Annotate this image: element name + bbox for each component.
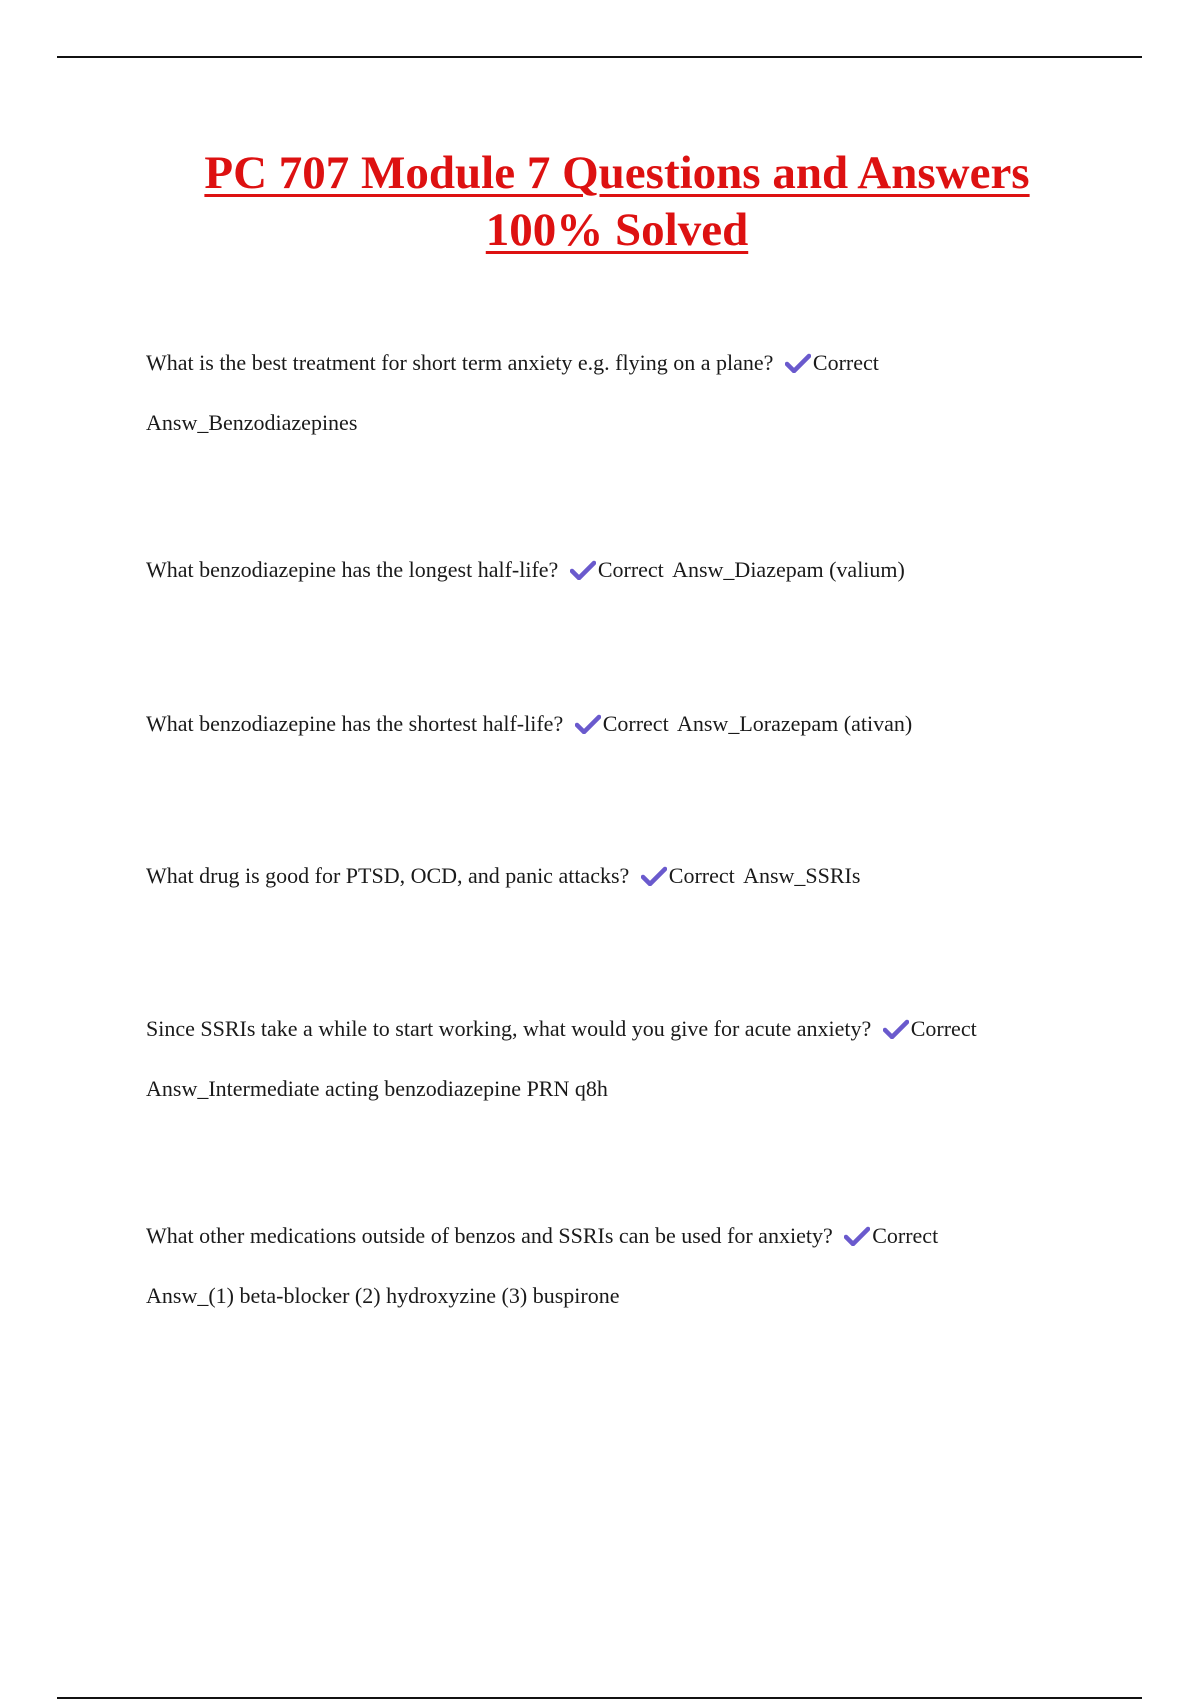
checkmark-icon [785, 353, 811, 373]
footer-rule [57, 1697, 1142, 1699]
qa-item-3 [146, 694, 1076, 754]
qa-item-1 [146, 333, 1076, 453]
correct-label: Correct [812, 350, 879, 375]
answer-text: Answ_Intermediate acting benzodiazepine PRN q8h [146, 1076, 608, 1101]
page-title [0, 145, 1200, 259]
qa-item-4 [146, 846, 1076, 906]
answer-text: Answ_(1) beta-blocker (2) hydroxyzine (3) buspirone [146, 1283, 620, 1308]
qa-item-5 [146, 999, 1076, 1119]
correct-label: Correct [910, 1016, 977, 1041]
answer-text: Answ_Benzodiazepines [146, 410, 358, 435]
answer-text: Answ_Diazepam (valium) [672, 557, 905, 582]
checkmark-icon [575, 714, 601, 734]
question-text: What benzodiazepine has the longest half-life? [146, 557, 559, 582]
correct-label: Correct [597, 557, 664, 582]
checkmark-icon [641, 866, 667, 886]
title-line-2: 100% Solved [485, 204, 749, 256]
answer-text: Answ_Lorazepam (ativan) [676, 711, 913, 736]
checkmark-icon [883, 1019, 909, 1039]
correct-label: Correct [668, 863, 735, 888]
question-text: What other medications outside of benzos and SSRIs can be used for anxiety? [146, 1223, 833, 1248]
question-text: What drug is good for PTSD, OCD, and panic attacks? [146, 863, 630, 888]
question-text: What benzodiazepine has the shortest half-life? [146, 711, 564, 736]
correct-label: Correct [872, 1223, 939, 1248]
qa-item-2 [146, 540, 1076, 600]
qa-item-6 [146, 1206, 1076, 1326]
correct-label: Correct [602, 711, 669, 736]
checkmark-icon [844, 1226, 870, 1246]
title-line-1: PC 707 Module 7 Questions and Answers [204, 147, 1030, 199]
checkmark-icon [570, 560, 596, 580]
header-rule [57, 56, 1142, 58]
answer-text: Answ_SSRIs [743, 863, 861, 888]
question-text: What is the best treatment for short term anxiety e.g. flying on a plane? [146, 350, 774, 375]
question-text: Since SSRIs take a while to start working, what would you give for acute anxiety? [146, 1016, 872, 1041]
